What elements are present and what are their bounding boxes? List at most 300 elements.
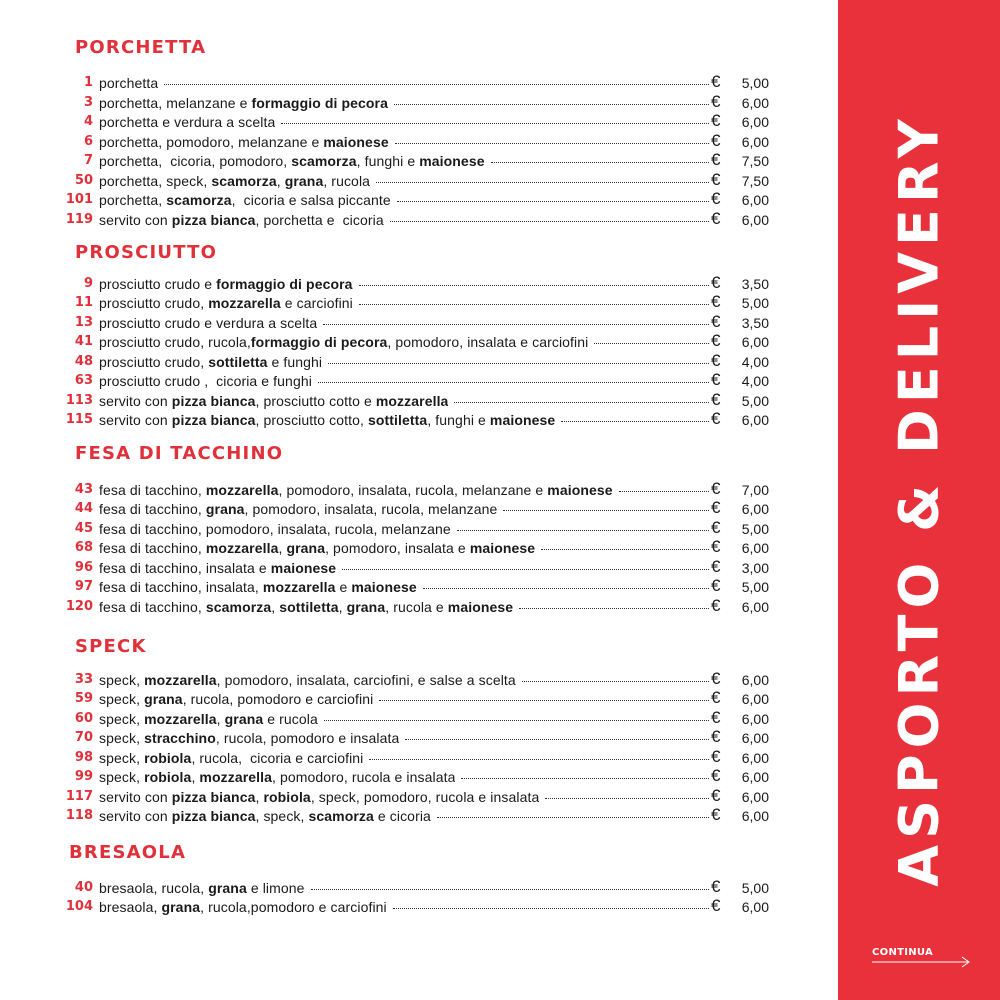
menu-item xyxy=(0,274,838,294)
currency-symbol: € xyxy=(711,92,721,111)
item-number: 6 xyxy=(83,134,93,149)
currency-symbol: € xyxy=(711,409,721,428)
item-description xyxy=(99,597,513,617)
item-price: 6,00 xyxy=(741,711,769,727)
item-line xyxy=(99,352,709,372)
ingredient-text: , rucola, pomodoro e carciofini xyxy=(182,691,374,707)
item-price: 6,00 xyxy=(741,334,769,350)
item-description xyxy=(99,190,391,210)
item-line xyxy=(99,748,709,768)
menu-item xyxy=(0,689,838,709)
item-description xyxy=(99,371,312,391)
ingredient-text: , pomodoro, insalata, carciofini, e salse a scelta xyxy=(216,672,516,688)
ingredient-bold: formaggio di pecora xyxy=(250,334,388,350)
currency-symbol: € xyxy=(711,498,721,517)
item-price: 3,00 xyxy=(741,560,769,576)
dot-leader xyxy=(454,401,709,403)
item-number: 113 xyxy=(65,393,93,408)
ingredient-bold: pizza bianca xyxy=(171,808,256,824)
menu-item xyxy=(0,293,838,313)
ingredient-bold: mozzarella xyxy=(144,711,217,727)
item-number: 60 xyxy=(74,711,93,726)
ingredient-text: , rucola, cicoria e carciofini xyxy=(191,750,364,766)
ingredient-text: porchetta, cicoria, pomodoro, xyxy=(99,153,292,169)
item-description xyxy=(99,670,516,690)
item-number: 4 xyxy=(83,114,93,129)
currency-symbol: € xyxy=(711,390,721,409)
ingredient-text: porchetta, xyxy=(99,192,167,208)
currency-symbol: € xyxy=(711,72,721,91)
dot-leader xyxy=(503,509,709,511)
currency-symbol: € xyxy=(711,150,721,169)
currency-symbol: € xyxy=(711,786,721,805)
ingredient-bold: maionese xyxy=(270,560,337,576)
ingredient-bold: maionese xyxy=(323,134,389,150)
menu-item xyxy=(0,897,838,917)
item-number: 3 xyxy=(83,95,93,110)
item-number: 44 xyxy=(74,501,93,516)
ingredient-bold: sottiletta xyxy=(208,354,268,370)
dot-leader xyxy=(379,699,709,701)
ingredient-text: speck, xyxy=(99,691,145,707)
item-line xyxy=(99,787,709,807)
item-line xyxy=(99,391,709,411)
menu-item xyxy=(0,171,838,191)
currency-symbol: € xyxy=(711,877,721,896)
ingredient-text: , speck, pomodoro, rucola e insalata xyxy=(310,789,540,805)
ingredient-text: speck, xyxy=(99,711,145,727)
item-price: 4,00 xyxy=(741,354,769,370)
dot-leader xyxy=(491,161,709,163)
dot-leader xyxy=(423,587,709,589)
item-description xyxy=(99,313,317,333)
menu-item xyxy=(0,371,838,391)
item-number: 41 xyxy=(74,334,93,349)
ingredient-text: fesa di tacchino, insalata e xyxy=(99,560,271,576)
item-price: 7,50 xyxy=(741,173,769,189)
menu-item xyxy=(0,519,838,539)
ingredient-bold: sottiletta xyxy=(367,412,428,428)
item-price: 6,00 xyxy=(741,192,769,208)
item-line xyxy=(99,151,709,171)
item-line xyxy=(99,73,709,93)
ingredient-text: , xyxy=(216,711,225,727)
item-description xyxy=(99,151,485,171)
item-price: 6,00 xyxy=(741,95,769,111)
item-line xyxy=(99,332,709,352)
ingredient-bold: formaggio di pecora xyxy=(251,95,388,111)
section-title: FESA DI TACCHINO xyxy=(75,443,284,464)
item-number: 50 xyxy=(74,173,93,188)
item-line xyxy=(99,313,709,333)
ingredient-text: fesa di tacchino, insalata, xyxy=(99,579,263,595)
dot-leader xyxy=(522,680,709,682)
ingredient-text: servito con xyxy=(99,212,172,228)
ingredient-text: porchetta, melanzane e xyxy=(99,95,252,111)
item-number: 70 xyxy=(74,730,93,745)
ingredient-bold: maionese xyxy=(419,153,485,169)
ingredient-bold: formaggio di pecora xyxy=(216,276,353,292)
ingredient-text: servito con xyxy=(99,789,172,805)
menu-item xyxy=(0,878,838,898)
item-description xyxy=(99,93,388,113)
dot-leader xyxy=(437,816,709,818)
ingredient-text: porchetta xyxy=(99,75,159,91)
ingredient-text: , rucola,pomodoro e carciofini xyxy=(200,899,387,915)
ingredient-bold: sottiletta xyxy=(279,599,339,615)
dot-leader xyxy=(405,738,709,740)
ingredient-text: , xyxy=(278,540,287,556)
ingredient-bold: robiola xyxy=(144,769,192,785)
ingredient-text: , pomodoro, insalata, rucola, melanzane xyxy=(244,501,498,517)
item-number: 101 xyxy=(65,192,93,207)
ingredient-text: , prosciutto cotto e xyxy=(255,393,376,409)
item-number: 68 xyxy=(74,540,93,555)
item-description xyxy=(99,274,353,294)
dot-leader xyxy=(395,142,709,144)
item-line xyxy=(99,293,709,313)
item-line xyxy=(99,577,709,597)
ingredient-text: , pomodoro, insalata, rucola, melanzane e xyxy=(278,482,548,498)
item-line xyxy=(99,410,709,430)
menu-item xyxy=(0,352,838,372)
item-number: 97 xyxy=(74,579,93,594)
ingredient-text: prosciutto crudo, xyxy=(99,295,209,311)
currency-symbol: € xyxy=(711,708,721,727)
dot-leader xyxy=(545,797,709,799)
ingredient-text: , xyxy=(255,789,264,805)
ingredient-bold: pizza bianca xyxy=(171,789,256,805)
item-number: 59 xyxy=(74,691,93,706)
ingredient-text: , cicoria e salsa piccante xyxy=(231,192,391,208)
ingredient-text: , funghi e xyxy=(427,412,490,428)
item-description xyxy=(99,689,373,709)
item-description xyxy=(99,878,305,898)
item-description xyxy=(99,806,431,826)
item-number: 7 xyxy=(83,153,93,168)
menu-item xyxy=(0,709,838,729)
item-number: 48 xyxy=(74,354,93,369)
ingredient-bold: grana xyxy=(346,599,386,615)
item-number: 13 xyxy=(74,315,93,330)
item-number: 118 xyxy=(65,808,93,823)
menu-item xyxy=(0,577,838,597)
ingredient-bold: stracchino xyxy=(144,730,216,746)
dot-leader xyxy=(390,220,709,222)
item-number: 33 xyxy=(74,672,93,687)
ingredient-text: speck, xyxy=(99,672,145,688)
ingredient-bold: pizza bianca xyxy=(171,393,256,409)
ingredient-text: servito con xyxy=(99,808,172,824)
menu-item xyxy=(0,787,838,807)
item-description xyxy=(99,112,275,132)
item-description xyxy=(99,480,613,500)
currency-symbol: € xyxy=(711,189,721,208)
item-line xyxy=(99,897,709,917)
ingredient-text: e rucola xyxy=(263,711,318,727)
item-line xyxy=(99,728,709,748)
section-title: PORCHETTA xyxy=(75,37,207,58)
menu-item xyxy=(0,112,838,132)
ingredient-text: speck, xyxy=(99,730,145,746)
ingredient-bold: maionese xyxy=(447,599,514,615)
menu-item xyxy=(0,73,838,93)
ingredient-text: , rucola, pomodoro e insalata xyxy=(215,730,400,746)
ingredient-bold: maionese xyxy=(489,412,556,428)
ingredient-text: prosciutto crudo, rucola, xyxy=(99,334,251,350)
ingredient-bold: mozzarella xyxy=(199,769,273,785)
ingredient-bold: grana xyxy=(144,691,183,707)
item-line xyxy=(99,767,709,787)
ingredient-bold: grana xyxy=(284,173,324,189)
currency-symbol: € xyxy=(711,312,721,331)
item-description xyxy=(99,519,451,539)
item-description xyxy=(99,171,370,191)
ingredient-bold: robiola xyxy=(144,750,192,766)
ingredient-text: prosciutto crudo , cicoria e funghi xyxy=(99,373,312,389)
dot-leader xyxy=(619,490,709,492)
item-description xyxy=(99,897,387,917)
item-price: 6,00 xyxy=(741,212,769,228)
item-line xyxy=(99,670,709,690)
item-description xyxy=(99,352,322,372)
currency-symbol: € xyxy=(711,518,721,537)
currency-symbol: € xyxy=(711,805,721,824)
ingredient-text: fesa di tacchino, xyxy=(99,599,206,615)
dot-leader xyxy=(457,529,709,531)
menu-item xyxy=(0,558,838,578)
item-line xyxy=(99,878,709,898)
item-number: 98 xyxy=(74,750,93,765)
item-line xyxy=(99,171,709,191)
item-number: 40 xyxy=(74,880,93,895)
currency-symbol: € xyxy=(711,111,721,130)
arrow-right-icon xyxy=(872,956,972,968)
menu-item xyxy=(0,132,838,152)
ingredient-text: prosciutto crudo e verdura a scelta xyxy=(99,315,318,331)
ingredient-text: porchetta, pomodoro, melanzane e xyxy=(99,134,324,150)
item-number: 96 xyxy=(74,560,93,575)
ingredient-text: porchetta, speck, xyxy=(99,173,212,189)
section-title: BRESAOLA xyxy=(69,842,187,863)
dot-leader xyxy=(359,284,709,286)
dot-leader xyxy=(281,122,709,124)
item-description xyxy=(99,132,389,152)
currency-symbol: € xyxy=(711,331,721,350)
dot-leader xyxy=(164,83,709,85)
menu-item xyxy=(0,313,838,333)
ingredient-text: servito con xyxy=(99,412,172,428)
item-line xyxy=(99,709,709,729)
ingredient-text: e xyxy=(335,579,352,595)
item-price: 6,00 xyxy=(741,540,769,556)
item-price: 6,00 xyxy=(741,769,769,785)
item-price: 6,00 xyxy=(741,691,769,707)
dot-leader xyxy=(328,362,709,364)
item-price: 6,00 xyxy=(741,808,769,824)
ingredient-bold: grana xyxy=(161,899,201,915)
ingredient-text: , xyxy=(271,599,280,615)
item-price: 6,00 xyxy=(741,412,769,428)
currency-symbol: € xyxy=(711,576,721,595)
item-price: 5,00 xyxy=(741,75,769,91)
dot-leader xyxy=(323,323,709,325)
item-description xyxy=(99,293,353,313)
item-line xyxy=(99,480,709,500)
ingredient-text: , speck, xyxy=(255,808,309,824)
item-price: 6,00 xyxy=(741,730,769,746)
item-price: 6,00 xyxy=(741,789,769,805)
item-description xyxy=(99,748,363,768)
ingredient-bold: scamorza xyxy=(166,192,232,208)
item-line xyxy=(99,558,709,578)
sidebar-panel xyxy=(838,0,1000,1000)
menu-item xyxy=(0,151,838,171)
menu-item xyxy=(0,806,838,826)
section-title: PROSCIUTTO xyxy=(75,242,218,263)
item-description xyxy=(99,538,535,558)
currency-symbol: € xyxy=(711,273,721,292)
currency-symbol: € xyxy=(711,209,721,228)
item-number: 117 xyxy=(65,789,93,804)
item-description xyxy=(99,391,448,411)
ingredient-bold: pizza bianca xyxy=(171,212,256,228)
item-price: 6,00 xyxy=(741,750,769,766)
dot-leader xyxy=(369,758,709,760)
ingredient-bold: grana xyxy=(208,880,247,896)
menu-item xyxy=(0,391,838,411)
item-number: 119 xyxy=(65,212,93,227)
ingredient-text: , xyxy=(191,769,200,785)
item-line xyxy=(99,597,709,617)
dot-leader xyxy=(394,103,709,105)
ingredient-text: , rucola e xyxy=(385,599,448,615)
ingredient-text: fesa di tacchino, pomodoro, insalata, rucola, melanzane xyxy=(99,521,451,537)
item-line xyxy=(99,93,709,113)
section-title: SPECK xyxy=(75,636,147,657)
ingredient-text: , prosciutto cotto, xyxy=(255,412,368,428)
item-description xyxy=(99,410,555,430)
ingredient-bold: grana xyxy=(205,501,245,517)
currency-symbol: € xyxy=(711,669,721,688)
ingredient-text: porchetta e verdura a scelta xyxy=(99,114,276,130)
item-line xyxy=(99,499,709,519)
ingredient-text: speck, xyxy=(99,769,145,785)
ingredient-bold: maionese xyxy=(351,579,417,595)
ingredient-text: bresaola, rucola, xyxy=(99,880,209,896)
ingredient-bold: grana xyxy=(286,540,326,556)
menu-item xyxy=(0,767,838,787)
item-line xyxy=(99,210,709,230)
item-line xyxy=(99,132,709,152)
item-line xyxy=(99,689,709,709)
item-description xyxy=(99,709,318,729)
currency-symbol: € xyxy=(711,292,721,311)
item-number: 1 xyxy=(83,75,93,90)
menu-item xyxy=(0,748,838,768)
ingredient-bold: mozzarella xyxy=(205,540,279,556)
item-line xyxy=(99,274,709,294)
currency-symbol: € xyxy=(711,747,721,766)
ingredient-text: bresaola, xyxy=(99,899,162,915)
currency-symbol: € xyxy=(711,479,721,498)
item-line xyxy=(99,190,709,210)
item-line xyxy=(99,519,709,539)
item-price: 6,00 xyxy=(741,899,769,915)
item-price: 7,00 xyxy=(741,482,769,498)
dot-leader xyxy=(376,181,709,183)
currency-symbol: € xyxy=(711,596,721,615)
item-price: 5,00 xyxy=(741,521,769,537)
item-number: 45 xyxy=(74,521,93,536)
ingredient-text: , pomodoro, rucola e insalata xyxy=(272,769,456,785)
item-number: 120 xyxy=(65,599,93,614)
currency-symbol: € xyxy=(711,170,721,189)
ingredient-text: speck, xyxy=(99,750,145,766)
continue-button[interactable] xyxy=(872,946,972,976)
item-number: 9 xyxy=(83,276,93,291)
item-price: 5,00 xyxy=(741,295,769,311)
menu-item xyxy=(0,597,838,617)
item-description xyxy=(99,210,384,230)
currency-symbol: € xyxy=(711,688,721,707)
menu-item xyxy=(0,93,838,113)
currency-symbol: € xyxy=(711,537,721,556)
item-description xyxy=(99,577,417,597)
continue-label: CONTINUA xyxy=(872,947,934,958)
item-price: 5,00 xyxy=(741,393,769,409)
item-price: 3,50 xyxy=(741,315,769,331)
item-number: 104 xyxy=(65,899,93,914)
ingredient-text: , pomodoro, insalata e carciofini xyxy=(387,334,589,350)
ingredient-bold: scamorza xyxy=(205,599,272,615)
ingredient-text: prosciutto crudo, xyxy=(99,354,209,370)
sidebar-title: ASPORTO & DELIVERY xyxy=(887,113,951,887)
item-line xyxy=(99,806,709,826)
ingredient-text: e carciofini xyxy=(280,295,353,311)
ingredient-text: e cicoria xyxy=(373,808,431,824)
menu-item xyxy=(0,332,838,352)
ingredient-bold: grana xyxy=(224,711,264,727)
dot-leader xyxy=(318,381,709,383)
item-price: 6,00 xyxy=(741,114,769,130)
menu-item xyxy=(0,499,838,519)
item-price: 4,00 xyxy=(741,373,769,389)
item-number: 43 xyxy=(74,482,93,497)
ingredient-text: e limone xyxy=(246,880,305,896)
dot-leader xyxy=(311,888,709,890)
item-price: 6,00 xyxy=(741,134,769,150)
dot-leader xyxy=(342,568,709,570)
item-description xyxy=(99,728,399,748)
item-number: 115 xyxy=(65,412,93,427)
ingredient-text: fesa di tacchino, xyxy=(99,482,206,498)
menu-item xyxy=(0,728,838,748)
item-number: 11 xyxy=(74,295,93,310)
item-line xyxy=(99,112,709,132)
item-description xyxy=(99,499,497,519)
item-price: 7,50 xyxy=(741,153,769,169)
currency-symbol: € xyxy=(711,351,721,370)
menu-item xyxy=(0,190,838,210)
ingredient-text: e funghi xyxy=(267,354,323,370)
item-line xyxy=(99,371,709,391)
ingredient-text: prosciutto crudo e xyxy=(99,276,217,292)
currency-symbol: € xyxy=(711,131,721,150)
currency-symbol: € xyxy=(711,766,721,785)
ingredient-bold: mozzarella xyxy=(144,672,217,688)
item-line xyxy=(99,538,709,558)
